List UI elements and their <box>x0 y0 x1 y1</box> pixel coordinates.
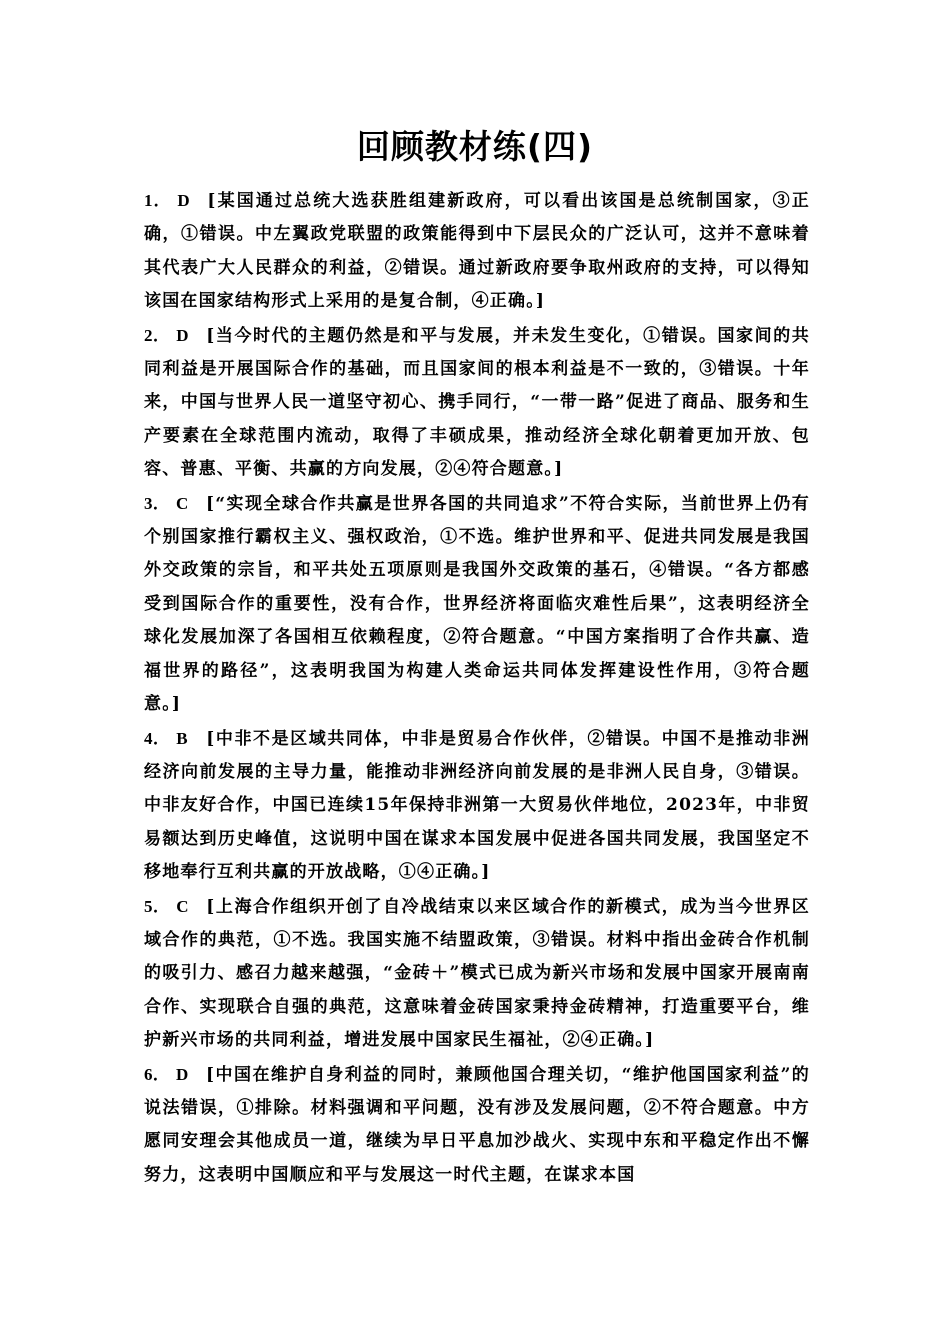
answer-item-4 <box>144 722 810 890</box>
page-title: 回顾教材练(四) <box>356 127 594 166</box>
answer-item-2 <box>144 319 810 487</box>
answer-choice: C <box>176 493 189 513</box>
answer-explanation: [某国通过总统大选获胜组建新政府，可以看出该国是总统制国家，③正确，①错误。中左翼政党联盟的政策能得到中下层民众的广泛认可，这并不意味着其代表广大人民群众的利益，②错误。通过新政府要争取州政府的支持，可以得知该国在国家结构形式上采用的是复合制，④正确。] <box>144 191 810 312</box>
question-number: 5． <box>144 896 171 916</box>
question-number: 1． <box>144 191 172 210</box>
answer-item-6 <box>144 1058 810 1193</box>
answer-explanation: [上海合作组织开创了自冷战结束以来区域合作的新模式，成为当今世界区域合作的典范，①不选。我国实施不结盟政策，③错误。材料中指出金砖合作机制的吸引力、感召力越来越强，“金砖＋”模式已成为新兴市场和发展中国家开展南南合作、实现联合自强的典范，这意味着金砖国家秉持金砖精神，打造重要平台，维护新兴市场的共同利益，增进发展中国家民生福祉，②④正确。] <box>144 896 810 1051</box>
question-number: 2． <box>144 325 171 345</box>
answer-explanation: [“实现全球合作共赢是世界各国的共同追求”不符合实际，当前世界上仍有个别国家推行霸权主义、强权政治，①不选。维护世界和平、促进共同发展是我国外交政策的宗旨，和平共处五项原则是我国外交政策的基石，④错误。“各方都感受到国际合作的重要性，没有合作，世界经济将面临灾难性后果”，这表明经济全球化发展加深了各国相互依赖程度，②符合题意。“中国方案指明了合作共赢、造福世界的路径”，这表明我国为构建人类命运共同体发挥建设性作用，③符合题意。] <box>144 493 811 715</box>
answer-item-1 <box>144 184 810 319</box>
answer-list <box>144 184 810 1192</box>
question-number: 6． <box>144 1064 171 1084</box>
answer-choice: D <box>176 325 189 345</box>
question-number: 3． <box>144 493 171 513</box>
answer-item-3 <box>144 487 810 722</box>
question-number: 4． <box>144 728 171 748</box>
answer-item-5 <box>144 890 810 1058</box>
answer-explanation: [当今时代的主题仍然是和平与发展，并未发生变化，①错误。国家间的共同利益是开展国际合作的基础，而且国家间的根本利益是不一致的，③错误。十年来，中国与世界人民一道坚守初心、携手同行，“一带一路”促进了商品、服务和生产要素在全球范围内流动，取得了丰硕成果，推动经济全球化朝着更加开放、包容、普惠、平衡、共赢的方向发展，②④符合题意。] <box>144 325 810 480</box>
answer-choice: D <box>177 191 190 210</box>
answer-explanation: [中非不是区域共同体，中非是贸易合作伙伴，②错误。中国不是推动非洲经济向前发展的主导力量，能推动非洲经济向前发展的是非洲人民自身，③错误。中非友好合作，中国已连续15年保持非洲第一大贸易伙伴地位，2023年，中非贸易额达到历史峰值，这说明中国在谋求本国发展中促进各国共同发展，我国坚定不移地奉行互利共赢的开放战略，①④正确。] <box>144 728 810 883</box>
answer-choice: B <box>176 728 188 748</box>
answer-choice: C <box>176 896 189 916</box>
answer-explanation: [中国在维护自身利益的同时，兼顾他国合理关切，“维护他国国家利益”的说法错误，①排除。材料强调和平问题，没有涉及发展问题，②不符合题意。中方愿同安理会其他成员一道，继续为早日平息加沙战火、实现中东和平稳定作出不懈努力，这表明中国顺应和平与发展这一时代主题，在谋求本国 <box>144 1064 811 1185</box>
answer-choice: D <box>176 1064 189 1084</box>
